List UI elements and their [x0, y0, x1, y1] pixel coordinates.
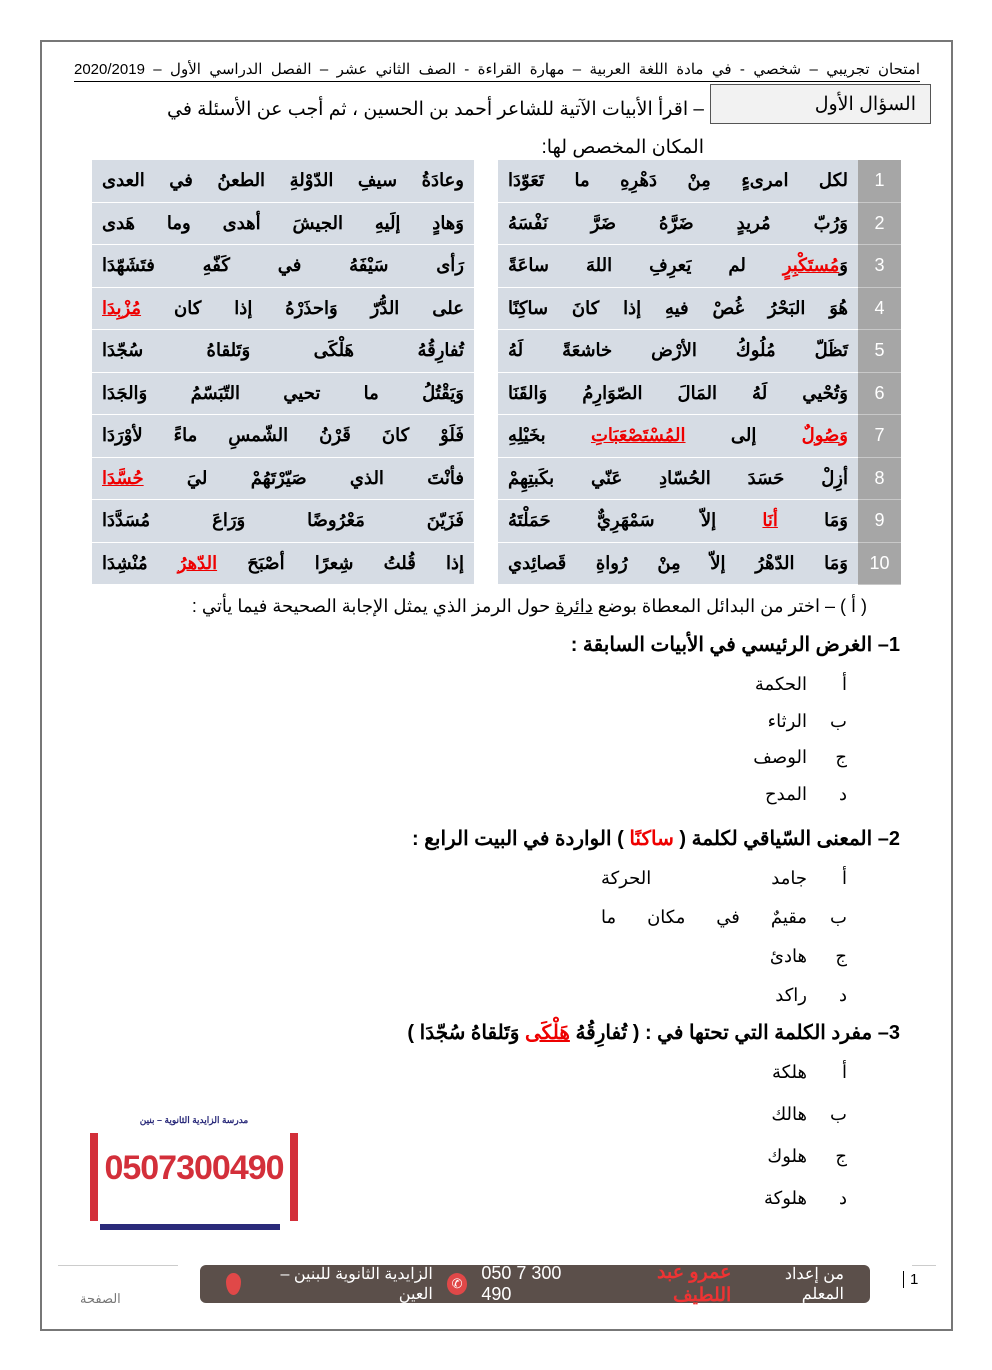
footer-divider — [58, 1265, 178, 1266]
answer-option[interactable] — [587, 1104, 847, 1130]
answer-option[interactable] — [587, 868, 847, 894]
verse-number: 3 — [858, 245, 901, 288]
verse-left-hemistich — [92, 160, 474, 203]
verse-left-hemistich — [92, 500, 474, 543]
verse-text: أزِلْ حَسَدَ الحُسّادِ عَنّي بكَبتِهِمْ — [508, 467, 848, 488]
highlighted-word: أنَا — [762, 510, 778, 530]
part-a-pre: ( أ ) – اختر من البدائل المعطاة بوضع — [592, 596, 867, 616]
verse-right-hemistich — [498, 203, 858, 246]
option-letter[interactable]: د — [838, 1188, 847, 1208]
question-text-pre: 1– الغرض الرئيسي في الأبيات السابقة : — [570, 634, 900, 656]
verse-text: وَمَا الدّهْرُ إلاّ مِنْ رُواةِ قَصائِدي — [508, 552, 848, 573]
answer-option[interactable] — [587, 907, 847, 933]
question-text-pre: 3– مفرد الكلمة التي تحتها في : ( تُفارِقُهُ — [569, 1022, 900, 1044]
highlighted-word: مُستَكْبِرٍ — [782, 255, 840, 275]
highlighted-word: مُزْبِدَا — [102, 297, 142, 318]
verse-right-hemistich — [498, 373, 858, 416]
answer-option[interactable] — [587, 1188, 847, 1214]
question-instruction: – اقرأ الأبيات الآتية للشاعر أحمد بن الحسين ، ثم أجب عن الأسئلة في المكان المخصص لها: — [166, 99, 704, 158]
verse-text: بخَيْلِهِ — [508, 425, 591, 445]
option-text: هلوك — [767, 1146, 807, 1166]
part-a-post: حول الرمز الذي يمثل الإجابة الصحيحة فيما يأتي : — [191, 596, 556, 616]
option-letter[interactable]: د — [838, 783, 847, 804]
verse-left-hemistich — [92, 330, 474, 373]
footer-banner — [200, 1262, 870, 1306]
verse-right-hemistich — [498, 160, 858, 203]
verses-right-column — [498, 160, 858, 585]
verse-text: إذا قُلتُ شِعرًا أصْبَحَ — [217, 552, 464, 573]
verse-text: وَرُبّ مُريدٍ ضَرَّهُ ضَرَّ نَفْسَهُ — [508, 212, 848, 233]
option-letter[interactable]: ج — [835, 1146, 847, 1166]
exam-header: امتحان تجريبي – شخصي - في مادة اللغة العربية – مهارة القراءة - الصف الثاني عشر – الفصل الدراسي الأول – 2020/2019 — [74, 60, 920, 82]
verse-left-hemistich — [92, 245, 474, 288]
verse-number: 5 — [858, 330, 901, 373]
option-text: جامد الحركة — [601, 868, 807, 888]
part-a-instruction — [192, 596, 867, 617]
option-text: هلوكة — [764, 1188, 807, 1208]
verse-left-hemistich — [92, 203, 474, 246]
option-letter[interactable]: ب — [830, 907, 847, 927]
verse-right-hemistich — [498, 415, 858, 458]
answer-option[interactable] — [587, 1062, 847, 1088]
question-3-title — [407, 1020, 900, 1045]
question-2-title — [412, 826, 900, 851]
verse-text: على الدُّرّ وَاحذَرْهُ إذا كان — [141, 297, 464, 318]
verses-table — [92, 160, 901, 585]
verse-number: 10 — [858, 543, 901, 586]
verse-right-hemistich — [498, 458, 858, 501]
verse-right-hemistich — [498, 288, 858, 331]
phone-icon: ✆ — [447, 1273, 468, 1295]
verse-text: هُوَ البَحْرُ غُصْ فيهِ إذا كانَ ساكِنًا — [508, 297, 848, 318]
verse-text: وعادَةُ سيفِ الدّوْلةِ الطعنُ في العدى — [102, 170, 464, 190]
verse-text: لكل امرىءٍ مِنْ دَهْرِهِ ما تَعَوّدَا — [508, 170, 848, 190]
answer-option[interactable] — [587, 985, 847, 1011]
verse-text: تُفارِقُهُ هَلْكَى وَتَلقاهُ سُجّدَا — [102, 340, 464, 360]
answer-option[interactable] — [587, 711, 847, 737]
highlighted-word: وَصُولٌ — [801, 425, 848, 445]
answer-option[interactable] — [587, 1146, 847, 1172]
location-pin-icon — [226, 1273, 241, 1295]
verse-text: فَزَيّنَ مَعْرُوضًا وَرَاعَ مُسَدَّدَا — [102, 510, 464, 530]
option-text: الرثاء — [767, 710, 807, 731]
verse-text: وَتُحْيي لَهُ المَالَ الصّوَارِمُ وَالقَنَا — [508, 382, 848, 403]
option-letter[interactable]: ب — [830, 1104, 847, 1124]
verse-text: فأنْتَ الذي صَيّرْتَهُمْ ليَ — [143, 467, 464, 488]
verse-text: وَهادٍ إلَيهِ الجيشَ أهدى وما هَدى — [102, 212, 464, 233]
question-text-red: هَلْكَى — [525, 1022, 570, 1044]
highlighted-word: حُسَّدَا — [102, 467, 144, 488]
page-label: الصفحة — [80, 1291, 121, 1306]
option-letter[interactable]: أ — [841, 674, 847, 694]
option-text: الحكمة — [754, 674, 807, 694]
verse-number: 7 — [858, 415, 901, 458]
verse-number: 1 — [858, 160, 901, 203]
question-text-pre: 2– المعنى السّياقي لكلمة ( — [673, 828, 900, 850]
stamp-bottom-text — [100, 1224, 280, 1230]
verses-left-column — [92, 160, 474, 585]
verse-left-hemistich — [92, 458, 474, 501]
verse-text: مُنْشِدَا — [102, 552, 178, 573]
option-letter[interactable]: أ — [841, 868, 847, 888]
footer-school: الزايدية الثانوية للبنين – العين — [280, 1266, 433, 1303]
verse-text: إلى — [685, 425, 802, 445]
part-a-underlined: دائرة — [555, 596, 593, 616]
verse-text: رَأى سَيْفَهُ في كَفّهِ فتَشَهّدَا — [102, 255, 464, 275]
question-label-box: السؤال الأول — [710, 84, 931, 124]
verse-right-hemistich — [498, 500, 858, 543]
question-text-post: وَتَلقاهُ سُجّدَا ) — [407, 1022, 526, 1044]
verse-text: وَيَقْتُلُ ما تحيي التّبَسّمُ وَالجَدَا — [102, 382, 464, 403]
verse-number: 6 — [858, 373, 901, 416]
option-text: هادئ — [769, 946, 807, 966]
page-number: 1 — [903, 1271, 918, 1288]
option-letter[interactable]: ج — [835, 946, 847, 966]
verse-number: 8 — [858, 458, 901, 501]
verse-left-hemistich — [92, 288, 474, 331]
option-text: هالك — [771, 1104, 807, 1124]
prepared-by: من إعداد المعلم — [784, 1266, 844, 1303]
teacher-name: عمرو عبد اللطيف — [657, 1262, 732, 1306]
option-text: راكد — [775, 985, 807, 1005]
verse-text: فَلَوْ كانَ قَرْنُ الشّمسِ ماءً لأوْرَدَا — [102, 425, 464, 445]
question-text-red: ساكنًا — [629, 828, 674, 850]
option-letter[interactable]: د — [838, 985, 847, 1005]
option-text: الوصف — [753, 747, 807, 767]
footer-divider — [912, 1265, 936, 1266]
verse-text: وَمَا — [777, 510, 848, 530]
stamp-top-text: مدرسة الزايدية الثانوية – بنين — [139, 1115, 249, 1125]
verse-left-hemistich — [92, 373, 474, 416]
verse-text: لم يَعرِفِ اللهَ ساعَةً — [508, 255, 783, 275]
verse-number: 2 — [858, 203, 901, 246]
question-1-title — [571, 632, 900, 657]
verse-text: وَ — [839, 255, 848, 275]
verse-left-hemistich — [92, 415, 474, 458]
option-text: هلكة — [771, 1062, 807, 1082]
stamp-phone: 0507300490 — [104, 1149, 284, 1187]
question-text-post: ) الواردة في البيت الرابع : — [412, 828, 630, 850]
verse-number: 9 — [858, 500, 901, 543]
option-text: مقيمٌ في مكان ما — [601, 907, 807, 927]
verse-left-hemistich — [92, 543, 474, 586]
verse-right-hemistich — [498, 330, 858, 373]
option-letter[interactable]: أ — [841, 1062, 847, 1082]
verse-text: تَظَلّ مُلُوكُ الأرْض خاشعَةً لَهُ — [508, 340, 848, 360]
highlighted-word: الدّهرُ — [177, 552, 218, 573]
verse-text: إلاّ سَمْهَرِيٌّ حَمَلْتَهُ — [508, 510, 763, 530]
answer-option[interactable] — [587, 946, 847, 972]
option-letter[interactable]: ب — [830, 710, 847, 731]
highlighted-word: المُسْتَصْعَبَاتِ — [590, 425, 686, 445]
option-text: المدح — [765, 783, 807, 804]
answer-option[interactable] — [587, 674, 847, 700]
school-stamp — [88, 1115, 300, 1230]
answer-option[interactable] — [587, 747, 847, 773]
footer-phone: 050 7 300 490 — [481, 1263, 562, 1304]
option-letter[interactable]: ج — [835, 747, 847, 767]
verse-right-hemistich — [498, 245, 858, 288]
answer-option[interactable] — [587, 784, 847, 810]
verse-number: 4 — [858, 288, 901, 331]
verse-right-hemistich — [498, 543, 858, 586]
